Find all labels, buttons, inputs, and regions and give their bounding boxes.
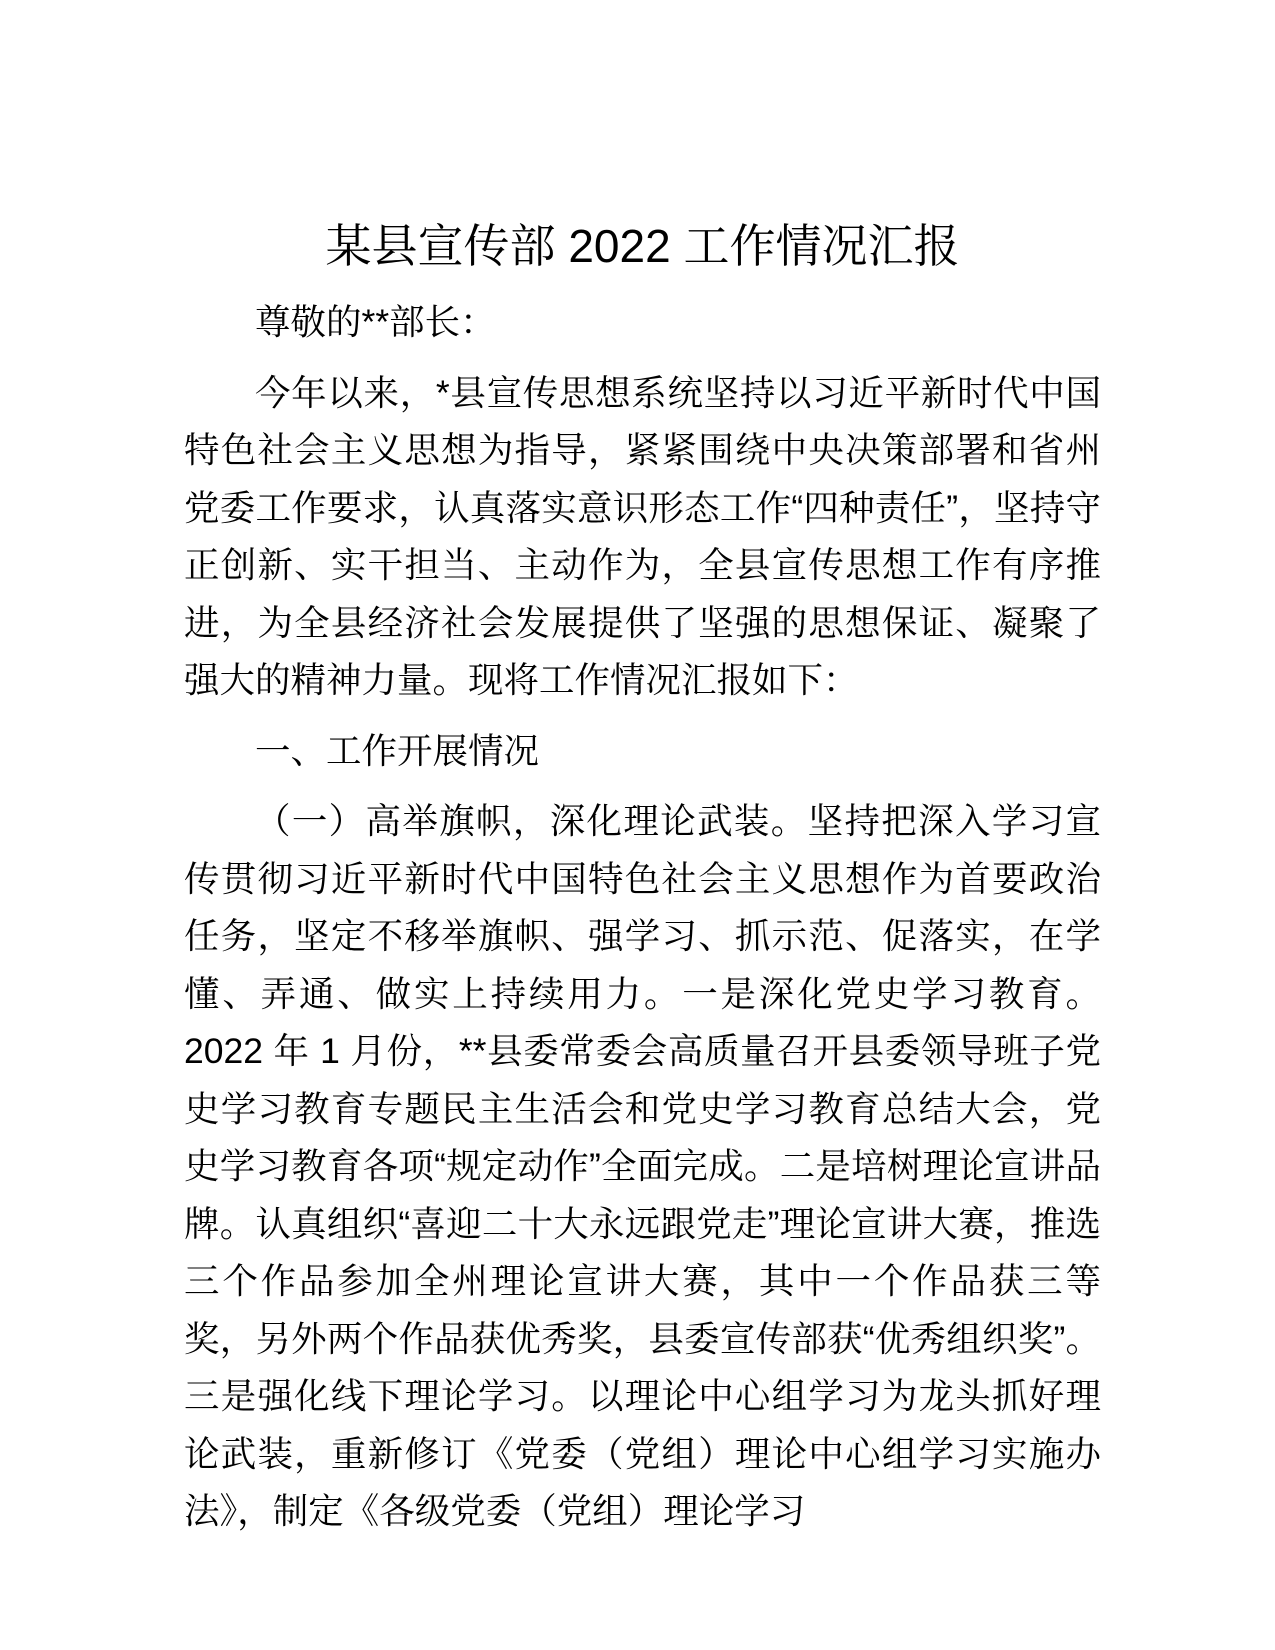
document-heading: 一、工作开展情况 <box>255 730 540 771</box>
document-paragraph: （一）高举旗帜，深化理论武装。坚持把深入学习宣传贯彻习近平新时代中国特色社会主义思想作为首要政治任务，坚定不移举旗帜、强学习、抓示范、促落实，在学懂、弄通、做实上持续用力。一是深化党史学习教育。2022 年 1 月份，**县委常委会高质量召开县委领导班子党史学习教育专题民主生活会和党史学习教育总结大会，党史学习教育各项“规定动作”全面完成。二是培树理论宣讲品牌。认真组织“喜迎二十大永远跟党走”理论宣讲大赛，推选三个作品参加全州理论宣讲大赛，其中一个作品获三等奖，另外两个作品获优秀奖，县委宣传部获“优秀组织奖”。三是强化线下理论学习。以理论中心组学习为龙头抓好理论武装，重新修订《党委（党组）理论中心组学习实施办法》，制定《各级党委（党组）理论学习 <box>184 801 1101 1531</box>
document-paragraph: 今年以来，*县宣传思想系统坚持以习近平新时代中国特色社会主义思想为指导，紧紧围绕中央决策部署和省州党委工作要求，认真落实意识形态工作“四种责任”，坚持守正创新、实干担当、主动作为，全县宣传思想工作有序推进，为全县经济社会发展提供了坚强的思想保证、凝聚了强大的精神力量。现将工作情况汇报如下： <box>184 372 1101 700</box>
document-title: 某县宣传部 2022 工作情况汇报 <box>325 220 960 272</box>
document-salutation: 尊敬的**部长： <box>255 302 496 342</box>
document-body <box>184 294 1101 1541</box>
